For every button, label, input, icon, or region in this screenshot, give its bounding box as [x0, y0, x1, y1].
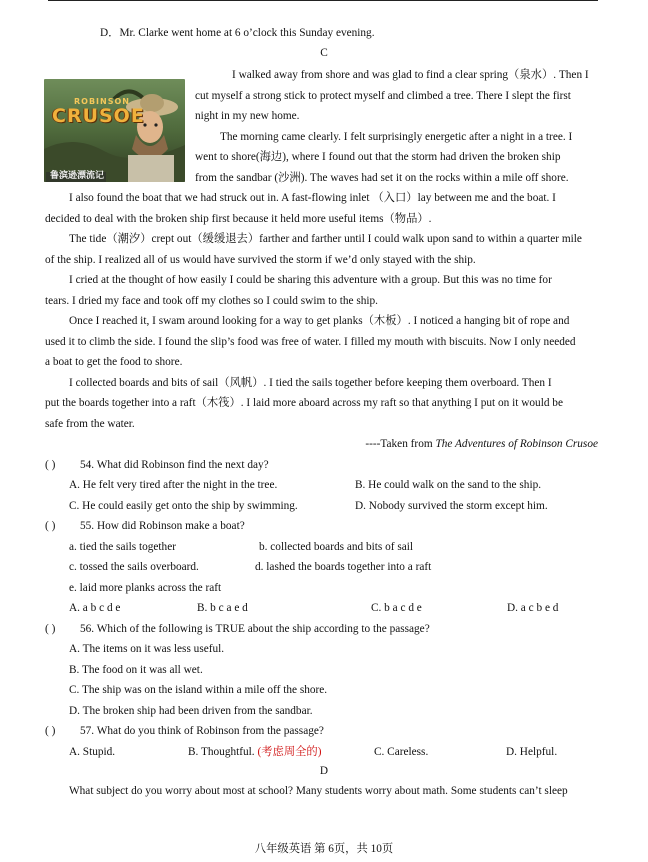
question-56-stem: 56. Which of the following is TRUE about the ship according to the passage? [80, 623, 430, 635]
question-54-stem: 54. What did Robinson find the next day? [80, 459, 269, 471]
q57-option-b-label: B. Thoughtful. [188, 746, 255, 758]
cover-illustration [44, 79, 185, 182]
passage-line: safe from the water. [45, 418, 135, 430]
section-c-label: C [320, 47, 328, 59]
q55-option-d[interactable]: D. a c b e d [507, 602, 559, 614]
passage-line: a boat to get the food to shore. [45, 356, 183, 368]
q54-option-a[interactable]: A. He felt very tired after the night in the tree. [69, 479, 278, 491]
passage-line: night in my new home. [195, 110, 300, 122]
q55-step-a: a. tied the sails together [69, 541, 176, 553]
answer-blank-54[interactable]: ( ) [45, 459, 56, 471]
q56-option-a[interactable]: A. The items on it was less useful. [69, 643, 225, 655]
q57-option-b[interactable] [188, 745, 321, 759]
passage-line: from the sandbar (沙洲). The waves had set it on the rocks within a mile off shore. [195, 172, 569, 184]
q55-step-b: b. collected boards and bits of sail [259, 541, 414, 553]
q57-option-d[interactable]: D. Helpful. [506, 746, 558, 758]
passage-line: went to shore(海边), where I found out that the storm had driven the broken ship [195, 151, 561, 163]
question-55-stem: 55. How did Robinson make a boat? [80, 520, 245, 532]
q55-option-b[interactable]: B. b c a e d [197, 602, 248, 614]
cover-logo-top: ROBINSON [74, 97, 130, 106]
source-prefix: ----Taken from [365, 438, 436, 450]
source-title: The Adventures of Robinson Crusoe [435, 438, 598, 450]
answer-blank-56[interactable]: ( ) [45, 623, 56, 635]
q56-option-d[interactable]: D. The broken ship had been driven from the sandbar. [69, 705, 313, 717]
q57-option-b-note: (考虑周全的) [257, 746, 322, 758]
question-57-stem: 57. What do you think of Robinson from the passage? [80, 725, 324, 737]
source-citation [365, 437, 598, 451]
answer-blank-55[interactable]: ( ) [45, 520, 56, 532]
q55-step-e: e. laid more planks across the raft [69, 582, 222, 594]
q54-option-b[interactable]: B. He could walk on the sand to the ship. [355, 479, 542, 491]
passage-line: Once I reached it, I swam around looking for a way to get planks（木板）. I noticed a hanging bit of rope and [69, 315, 570, 327]
q55-option-a[interactable]: A. a b c d e [69, 602, 121, 614]
passage-line: The morning came clearly. I felt surprisingly energetic after a night in a tree. I [220, 131, 573, 143]
cover-logo-main: CRUSOE [52, 105, 145, 127]
passage-line: The tide（潮汐）crept out（缓缓退去）farther and farther until I could walk upon sand to within a quarter mile [69, 233, 582, 245]
prev-option-d: D．Mr. Clarke went home at 6 o’clock this Sunday evening. [100, 27, 375, 39]
page-footer: 八年级英语 第 6页，共 10页 [254, 843, 394, 855]
q56-option-c[interactable]: C. The ship was on the island within a mile off the shore. [69, 684, 328, 696]
q55-step-d: d. lashed the boards together into a raft [255, 561, 432, 573]
q55-option-c[interactable]: C. b a c d e [371, 602, 422, 614]
section-d-label: D [319, 765, 329, 777]
q57-option-c[interactable]: C. Careless. [374, 746, 429, 758]
passage-line: put the boards together into a raft（木筏）. I laid more aboard across my raft so that anything I put on it would be [45, 397, 563, 409]
answer-blank-57[interactable]: ( ) [45, 725, 56, 737]
q56-option-b[interactable]: B. The food on it was all wet. [69, 664, 203, 676]
q55-step-c: c. tossed the sails overboard. [69, 561, 199, 573]
passage-line: decided to deal with the broken ship first because it held more useful items（物品）. [45, 213, 432, 225]
passage-line: I collected boards and bits of sail（风帆）. I tied the sails together before keeping them overboard. Then I [69, 377, 552, 389]
q54-option-d[interactable]: D. Nobody survived the storm except him. [355, 500, 548, 512]
q54-option-c[interactable]: C. He could easily get onto the ship by swimming. [69, 500, 298, 512]
passage-line: I walked away from shore and was glad to find a clear spring（泉水）. Then I [232, 69, 589, 81]
passage-line: of the ship. I realized all of us would have survived the storm if we’d only stayed with the ship. [45, 254, 476, 266]
passage-line: tears. I dried my face and took off my clothes so I could swim to the ship. [45, 295, 378, 307]
cover-caption: 鲁滨逊漂流记 [50, 170, 105, 180]
passage-line: cut myself a strong stick to protect myself and climbed a tree. There I slept the first [195, 90, 571, 102]
passage-line: used it to climb the side. I found the slip’s food was free of water. I filled my mouth with biscuits. Now I only needed [45, 336, 576, 348]
top-rule [48, 0, 598, 1]
section-d-first-line: What subject do you worry about most at school? Many students worry about math. Some students can’t sleep [69, 785, 568, 797]
passage-line: I cried at the thought of how easily I could be sharing this adventure with a group. But this was no time for [69, 274, 552, 286]
q57-option-a[interactable]: A. Stupid. [69, 746, 116, 758]
passage-line: I also found the boat that we had struck out in. A fast-flowing inlet （入口）lay between me and the boat. I [69, 192, 556, 204]
robinson-crusoe-cover-image [44, 79, 185, 182]
